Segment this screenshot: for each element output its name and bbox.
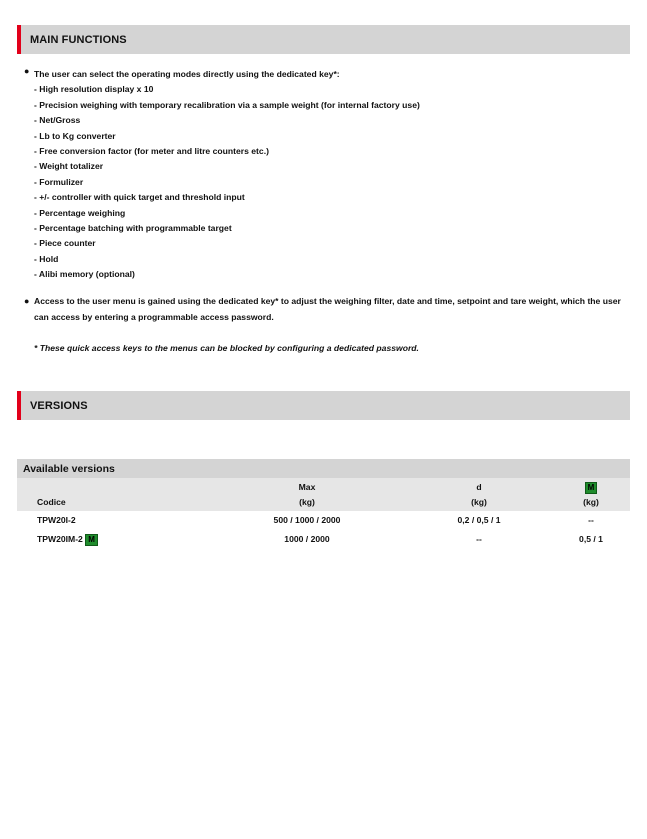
list-item: - Free conversion factor (for meter and litre counters etc.) [34, 145, 269, 156]
section-accent-bar [17, 25, 21, 54]
section-title: VERSIONS [30, 399, 88, 412]
operating-modes-block [24, 67, 624, 282]
row-code: TPW20I-2 [37, 515, 76, 525]
user-menu-access-block [24, 294, 624, 325]
list-item: - Formulizer [34, 176, 84, 187]
row-m: -- [588, 515, 594, 525]
d-unit-header: (kg) [471, 497, 487, 507]
d-header: d [476, 482, 482, 492]
m-unit-header: (kg) [583, 497, 599, 507]
row-m: 0,5 / 1 [579, 534, 603, 544]
list-item: - Piece counter [34, 238, 96, 249]
list-item: - +/- controller with quick target and threshold input [34, 192, 245, 203]
section-title: MAIN FUNCTIONS [30, 33, 127, 46]
m-badge-icon: M [585, 482, 598, 494]
list-item: - Alibi memory (optional) [34, 269, 135, 280]
list-item: - Lb to Kg converter [34, 130, 116, 141]
user-menu-access-text: Access to the user menu is gained using the dedicated key* to adjust the weighing filter, date and time, setpoint and tare weight, which the user can access by entering a programmable access password. [34, 296, 621, 322]
table-row [17, 511, 630, 530]
section-accent-bar [17, 391, 21, 420]
list-item: - Net/Gross [34, 115, 81, 126]
max-unit-header: (kg) [299, 497, 315, 507]
row-d: 0,2 / 0,5 / 1 [457, 515, 501, 525]
table-caption: Available versions [17, 459, 630, 478]
bullet-icon: ● [24, 66, 30, 76]
list-item: - Percentage batching with programmable target [34, 222, 232, 233]
main-functions-header [17, 25, 630, 54]
max-header: Max [298, 482, 316, 492]
list-item: - High resolution display x 10 [34, 84, 154, 95]
versions-header [17, 391, 630, 420]
versions-table [17, 459, 630, 549]
m-header [551, 482, 631, 494]
row-code: TPW20IM-2 [37, 534, 83, 544]
list-item: - Weight totalizer [34, 161, 104, 172]
row-code-cell [37, 534, 98, 546]
row-max: 500 / 1000 / 2000 [273, 515, 341, 525]
list-item: - Precision weighing with temporary recalibration via a sample weight (for internal factory use) [34, 99, 420, 110]
bullet-icon: ● [24, 296, 30, 306]
code-header: Codice [37, 497, 66, 507]
operating-modes-list [34, 82, 624, 282]
password-note: * These quick access keys to the menus can be blocked by configuring a dedicated password. [34, 343, 419, 353]
table-header [17, 478, 630, 511]
operating-modes-intro: The user can select the operating modes directly using the dedicated key*: [34, 69, 340, 79]
list-item: - Percentage weighing [34, 207, 126, 218]
m-badge-icon: M [85, 534, 98, 546]
row-d: -- [476, 534, 482, 544]
list-item: - Hold [34, 253, 59, 264]
table-row [17, 530, 630, 549]
row-max: 1000 / 2000 [284, 534, 330, 544]
